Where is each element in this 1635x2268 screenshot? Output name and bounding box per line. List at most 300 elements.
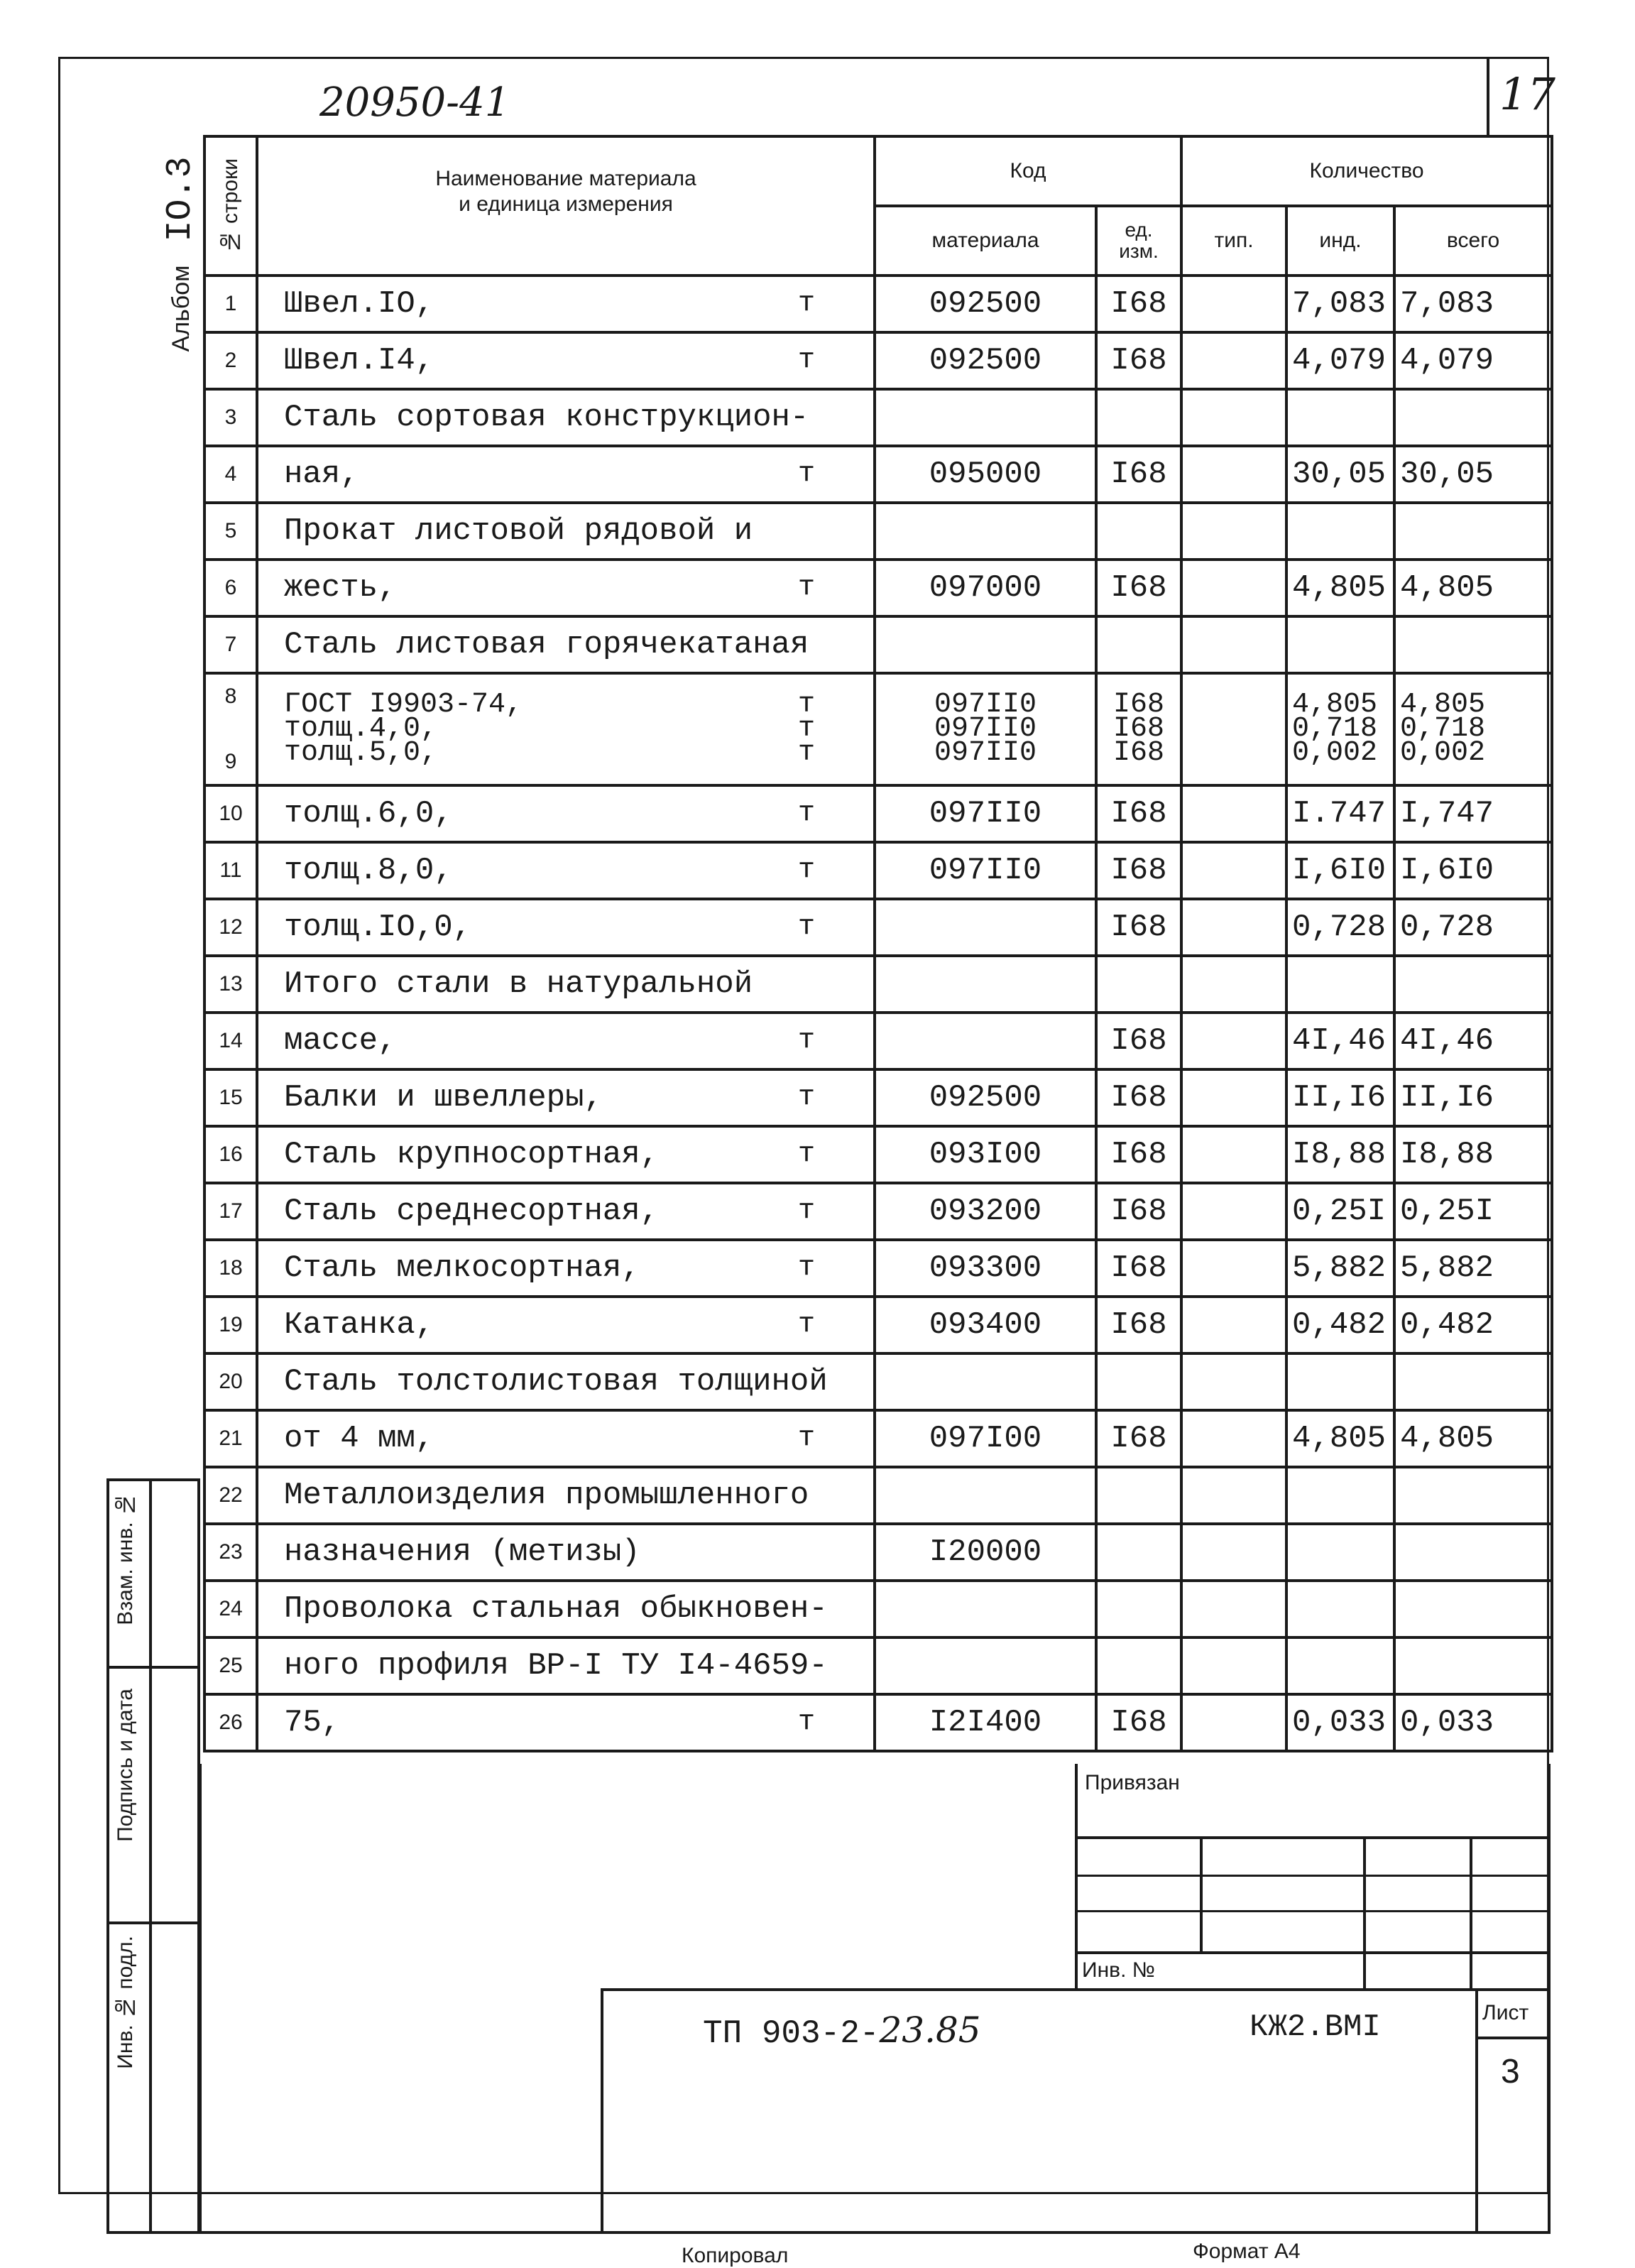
album-label-text: Альбом (168, 265, 195, 352)
row-ind: I,6I0 (1286, 842, 1394, 899)
row-unit-code: I68 (1113, 737, 1165, 769)
row-name-text: ного профиля ВР-I ТУ I4-4659- (284, 1648, 828, 1684)
row-typ (1181, 785, 1286, 842)
row-number: 5 (204, 503, 257, 560)
row-name (257, 1069, 875, 1126)
row-number: 15 (204, 1069, 257, 1126)
row-unit: т (797, 1195, 815, 1228)
header-unit-line-1: ед. (1125, 219, 1153, 241)
row-name-text: Итого стали в натуральной (284, 966, 753, 1002)
header-total: всего (1394, 206, 1552, 276)
row-number: 22 (204, 1467, 257, 1524)
row-code (875, 1467, 1096, 1524)
row-unit: т (797, 737, 815, 769)
doc-number-handwritten: 20950-41 (319, 80, 510, 126)
row-name (257, 1410, 875, 1467)
header-name-line-1: Наименование материала (435, 167, 696, 190)
row-number: 25 (204, 1637, 257, 1694)
row-name (257, 1353, 875, 1410)
row-total: 0,728 (1394, 899, 1552, 956)
row-ind (1286, 1637, 1394, 1694)
row-name-text: толщ.8,0, (284, 853, 453, 888)
row-name (257, 1013, 875, 1069)
row-total: 4,805 (1394, 1410, 1552, 1467)
row-typ (1181, 956, 1286, 1013)
row-total: 4I,46 (1394, 1013, 1552, 1069)
row-number: 23 (204, 1524, 257, 1581)
row-total (1394, 503, 1552, 560)
row-name-text: толщ.5,0, (284, 737, 438, 769)
row-typ (1181, 899, 1286, 956)
row-total: 4,805 (1394, 560, 1552, 616)
row-total (1394, 1637, 1552, 1694)
row-number: 10 (204, 785, 257, 842)
row-code (875, 1353, 1096, 1410)
table-row (204, 1069, 1552, 1126)
row-code (875, 1013, 1096, 1069)
row-unit-code: I68 (1096, 446, 1181, 503)
row-code (875, 899, 1096, 956)
table-row (204, 785, 1552, 842)
lower-right-border (1548, 1764, 1551, 2234)
row-unit-code: I68 (1096, 1126, 1181, 1183)
header-quantity: Количество (1181, 136, 1552, 206)
row-ind-stack (1286, 673, 1394, 785)
header-material: материала (875, 206, 1096, 276)
list-label: Лист (1482, 2001, 1529, 2024)
row-code (875, 956, 1096, 1013)
row-name (257, 1637, 875, 1694)
row-typ (1181, 1524, 1286, 1581)
row-unit-code-stack (1096, 673, 1181, 785)
row-ind: I.747 (1286, 785, 1394, 842)
row-name (257, 616, 875, 673)
row-number: 3 (204, 389, 257, 446)
label-inv-podl: Инв. № подл. (114, 1936, 137, 2069)
row-unit-code: I68 (1096, 1410, 1181, 1467)
row-ind: I8,88 (1286, 1126, 1394, 1183)
row-total: 0,25I (1394, 1183, 1552, 1240)
row-code: 093200 (875, 1183, 1096, 1240)
row-unit: т (797, 458, 815, 491)
row-name (257, 1297, 875, 1353)
row-name (257, 503, 875, 560)
row-name-text: Сталь толстолистовая толщиной (284, 1364, 828, 1400)
row-code (875, 616, 1096, 673)
stamp-sheet-code: КЖ2.ВМI (1250, 2010, 1381, 2045)
header-row-no (204, 136, 257, 276)
table-row (204, 1353, 1552, 1410)
row-name-text: Сталь сортовая конструкцион- (284, 400, 809, 435)
row-total: 4,805 (1400, 689, 1486, 721)
privyazan-row-1 (1075, 1836, 1549, 1839)
row-typ (1181, 1069, 1286, 1126)
row-typ (1181, 446, 1286, 503)
row-code-stack (875, 673, 1096, 785)
row-unit-code: I68 (1096, 560, 1181, 616)
row-name (257, 785, 875, 842)
row-code: 093400 (875, 1297, 1096, 1353)
table-row (204, 1694, 1552, 1751)
row-code: 092500 (875, 1069, 1096, 1126)
row-code (875, 1637, 1096, 1694)
table-row (204, 560, 1552, 616)
stamp-left (601, 1988, 603, 2234)
row-number: 17 (204, 1183, 257, 1240)
footer-kopiroval: Копировал (682, 2244, 789, 2267)
row-name-text: Сталь среднесортная, (284, 1194, 660, 1229)
row-name-text: Проволока стальная обыкновен- (284, 1591, 828, 1627)
row-ind: 7,083 (1286, 276, 1394, 332)
row-total: 5,882 (1394, 1240, 1552, 1297)
header-name-line-2: и единица измерения (459, 192, 673, 216)
row-total: I,6I0 (1394, 842, 1552, 899)
row-code: 097I00 (875, 1410, 1096, 1467)
row-number-stack (204, 673, 257, 785)
row-code: 095000 (875, 446, 1096, 503)
header-ind: инд. (1286, 206, 1394, 276)
row-number: 16 (204, 1126, 257, 1183)
row-unit: т (797, 1138, 815, 1171)
row-typ (1181, 503, 1286, 560)
row-number: 13 (204, 956, 257, 1013)
row-code: 097II0 (875, 842, 1096, 899)
row-unit-code (1096, 1353, 1181, 1410)
row-ind: 5,882 (1286, 1240, 1394, 1297)
row-name (257, 332, 875, 389)
row-unit-code (1096, 956, 1181, 1013)
row-typ (1181, 1353, 1286, 1410)
row-unit: т (797, 1081, 815, 1114)
row-name-text: Сталь листовая горячекатаная (284, 627, 809, 663)
row-name-text: Прокат листовой рядовой и (284, 513, 753, 549)
header-code: Код (875, 136, 1181, 206)
row-ind (1286, 1467, 1394, 1524)
lower-bottom-border (199, 2231, 1549, 2234)
row-number: 2 (204, 332, 257, 389)
row-unit-code: I68 (1096, 1694, 1181, 1751)
row-typ (1181, 1581, 1286, 1637)
row-total: I8,88 (1394, 1126, 1552, 1183)
row-code: 092500 (875, 332, 1096, 389)
row-total (1394, 1467, 1552, 1524)
row-ind: 0,482 (1286, 1297, 1394, 1353)
row-typ (1181, 389, 1286, 446)
row-unit: т (797, 854, 815, 887)
row-line (284, 737, 873, 769)
row-ind (1286, 1581, 1394, 1637)
row-unit-code: I68 (1113, 713, 1165, 745)
row-unit-code (1096, 389, 1181, 446)
row-code: 092500 (875, 276, 1096, 332)
row-unit-code (1096, 1524, 1181, 1581)
row-number: 12 (204, 899, 257, 956)
table-row (204, 332, 1552, 389)
row-number: 14 (204, 1013, 257, 1069)
row-ind (1286, 956, 1394, 1013)
row-ind: 0,25I (1286, 1183, 1394, 1240)
table-row (204, 1126, 1552, 1183)
table-row (204, 1524, 1552, 1581)
row-total (1394, 1581, 1552, 1637)
row-ind (1286, 503, 1394, 560)
row-typ (1181, 560, 1286, 616)
footer-format: Формат А4 (1193, 2240, 1301, 2263)
row-unit: т (797, 1025, 815, 1057)
row-name-text: Металлоизделия промышленного (284, 1478, 809, 1513)
row-code (875, 1581, 1096, 1637)
lower-left-border (199, 1764, 202, 2234)
row-typ (1181, 1410, 1286, 1467)
row-code: 097II0 (934, 713, 1037, 745)
row-unit-code (1096, 616, 1181, 673)
row-unit: т (797, 288, 815, 320)
stamp-top (601, 1988, 1549, 1991)
row-unit-code: I68 (1096, 1297, 1181, 1353)
table-row (204, 1410, 1552, 1467)
row-code: 097II0 (875, 785, 1096, 842)
row-number: 8 (224, 685, 237, 708)
table-row (204, 276, 1552, 332)
row-name-text: ная, (284, 457, 359, 492)
row-ind: 0,002 (1292, 737, 1378, 769)
row-code (875, 503, 1096, 560)
row-typ (1181, 1240, 1286, 1297)
row-name-text: ГОСТ I9903-74, (284, 689, 523, 721)
row-typ (1181, 1637, 1286, 1694)
row-name-text: Сталь крупносортная, (284, 1137, 660, 1172)
row-name (257, 1581, 875, 1637)
row-unit-code: I68 (1096, 1069, 1181, 1126)
row-ind: 4,079 (1286, 332, 1394, 389)
row-name (257, 1694, 875, 1751)
header-name (257, 136, 875, 276)
row-name (257, 899, 875, 956)
row-name-text: Швел.I4, (284, 343, 434, 378)
row-unit: т (797, 572, 815, 604)
row-unit-code: I68 (1096, 842, 1181, 899)
row-unit-code (1096, 1467, 1181, 1524)
row-name (257, 842, 875, 899)
row-name-text: толщ.4,0, (284, 713, 438, 745)
row-total: 0,033 (1394, 1694, 1552, 1751)
row-unit-code (1096, 503, 1181, 560)
row-name (257, 1183, 875, 1240)
row-unit: т (797, 911, 815, 944)
row-ind: 4,805 (1286, 1410, 1394, 1467)
privyazan-row-2 (1075, 1875, 1549, 1877)
privyazan-row-4 (1075, 1951, 1549, 1954)
stamp-doc-code (703, 2010, 981, 2052)
row-total: 0,718 (1400, 713, 1486, 745)
row-name-text: 75, (284, 1705, 341, 1740)
label-vzam-inv: Взам. инв. № (114, 1493, 137, 1625)
list-divider (1475, 2037, 1549, 2039)
row-unit: т (797, 713, 815, 745)
row-code: I20000 (875, 1524, 1096, 1581)
row-name (257, 560, 875, 616)
row-typ (1181, 1013, 1286, 1069)
row-typ (1181, 842, 1286, 899)
row-ind: 4,805 (1292, 689, 1378, 721)
row-number: 21 (204, 1410, 257, 1467)
row-name (257, 1467, 875, 1524)
privyazan-col-3 (1470, 1836, 1472, 1991)
row-unit: т (797, 1706, 815, 1739)
row-name-text: массе, (284, 1023, 397, 1059)
row-name (257, 1240, 875, 1297)
row-name (257, 956, 875, 1013)
privyazan-col-1 (1200, 1836, 1203, 1954)
privyazan-label: Привязан (1085, 1771, 1180, 1794)
table-row (204, 1297, 1552, 1353)
row-code: 097II0 (934, 689, 1037, 721)
row-number: 4 (204, 446, 257, 503)
stamp-doc-prefix: ТП 903-2- (703, 2015, 880, 2052)
row-unit-code: I68 (1096, 899, 1181, 956)
row-unit: т (797, 1309, 815, 1341)
row-unit: т (797, 344, 815, 377)
table-row (204, 1637, 1552, 1694)
row-name-text: толщ.6,0, (284, 796, 453, 832)
row-unit-code: I68 (1096, 1240, 1181, 1297)
row-typ (1181, 1467, 1286, 1524)
row-total: 0,482 (1394, 1297, 1552, 1353)
row-name-stack (257, 673, 875, 785)
table-row (204, 1183, 1552, 1240)
row-ind (1286, 1524, 1394, 1581)
row-name (257, 1524, 875, 1581)
row-total: 30,05 (1394, 446, 1552, 503)
row-ind: 4I,46 (1286, 1013, 1394, 1069)
row-unit-code: I68 (1096, 276, 1181, 332)
header-unit (1096, 206, 1181, 276)
row-unit-code (1096, 1581, 1181, 1637)
row-total-stack (1394, 673, 1552, 785)
table-row-merged (204, 673, 1552, 785)
row-name-text: назначения (метизы) (284, 1534, 640, 1570)
table-row (204, 1013, 1552, 1069)
row-unit-code: I68 (1113, 689, 1165, 721)
stamp-doc-suffix: 23.85 (879, 2010, 981, 2051)
row-code: I2I400 (875, 1694, 1096, 1751)
privyazan-row-3 (1075, 1910, 1549, 1912)
row-unit: т (797, 797, 815, 830)
row-code (875, 389, 1096, 446)
row-ind: II,I6 (1286, 1069, 1394, 1126)
list-left (1475, 1988, 1478, 2234)
row-typ (1181, 332, 1286, 389)
row-total (1394, 1524, 1552, 1581)
row-typ (1181, 1694, 1286, 1751)
row-unit: т (797, 1252, 815, 1285)
list-number: 3 (1501, 2053, 1520, 2090)
row-unit: т (797, 1422, 815, 1455)
row-total (1394, 389, 1552, 446)
row-ind (1286, 389, 1394, 446)
header-row-no-text: № строки (219, 158, 242, 253)
row-name-text: Балки и швеллеры, (284, 1080, 603, 1116)
table-row (204, 956, 1552, 1013)
row-typ (1181, 673, 1286, 785)
row-ind: 0,718 (1292, 713, 1378, 745)
row-name-text: от 4 мм, (284, 1421, 434, 1456)
row-ind: 4,805 (1286, 560, 1394, 616)
table-row (204, 842, 1552, 899)
row-number: 24 (204, 1581, 257, 1637)
privyazan-col-2 (1363, 1836, 1366, 1991)
row-name (257, 276, 875, 332)
row-total: II,I6 (1394, 1069, 1552, 1126)
materials-table (203, 135, 1553, 1752)
row-code: 097II0 (934, 737, 1037, 769)
row-typ (1181, 1126, 1286, 1183)
row-unit-code: I68 (1096, 785, 1181, 842)
header-unit-line-2: изм. (1119, 240, 1159, 262)
row-name-text: Швел.IO, (284, 286, 434, 322)
row-unit-code: I68 (1096, 332, 1181, 389)
row-number: 18 (204, 1240, 257, 1297)
table-row (204, 1467, 1552, 1524)
row-name-text: Сталь мелкосортная, (284, 1250, 640, 1286)
row-name (257, 1126, 875, 1183)
row-ind: 30,05 (1286, 446, 1394, 503)
row-total: 4,079 (1394, 332, 1552, 389)
row-total: 0,002 (1400, 737, 1486, 769)
row-name-text: толщ.IO,0, (284, 910, 472, 945)
row-number: 6 (204, 560, 257, 616)
row-total: I,747 (1394, 785, 1552, 842)
row-name-text: Катанка, (284, 1307, 434, 1343)
row-ind: 0,728 (1286, 899, 1394, 956)
row-unit: т (797, 689, 815, 721)
row-number: 26 (204, 1694, 257, 1751)
row-total (1394, 616, 1552, 673)
row-typ (1181, 276, 1286, 332)
privyazan-left (1075, 1764, 1078, 1991)
row-number: 11 (204, 842, 257, 899)
row-typ (1181, 1297, 1286, 1353)
label-podpis-data: Подпись и дата (114, 1689, 137, 1842)
row-number: 20 (204, 1353, 257, 1410)
table-row (204, 616, 1552, 673)
row-name-text: жесть, (284, 570, 397, 606)
row-ind: 0,033 (1286, 1694, 1394, 1751)
row-typ (1181, 616, 1286, 673)
album-value: IO.3 (160, 156, 201, 242)
row-unit-code: I68 (1096, 1183, 1181, 1240)
row-number: 1 (204, 276, 257, 332)
inv-no-label: Инв. № (1082, 1958, 1155, 1982)
row-ind (1286, 1353, 1394, 1410)
row-code: 093I00 (875, 1126, 1096, 1183)
row-total (1394, 956, 1552, 1013)
page-number-handwritten: 17 (1499, 68, 1555, 120)
row-ind (1286, 616, 1394, 673)
row-typ (1181, 1183, 1286, 1240)
row-total: 7,083 (1394, 276, 1552, 332)
table-row (204, 446, 1552, 503)
table-header-row-1 (204, 136, 1552, 206)
row-total (1394, 1353, 1552, 1410)
row-number: 9 (224, 750, 237, 773)
table-row (204, 503, 1552, 560)
album-label (160, 156, 201, 351)
table-row (204, 899, 1552, 956)
row-name (257, 389, 875, 446)
row-unit-code (1096, 1637, 1181, 1694)
row-code: 093300 (875, 1240, 1096, 1297)
